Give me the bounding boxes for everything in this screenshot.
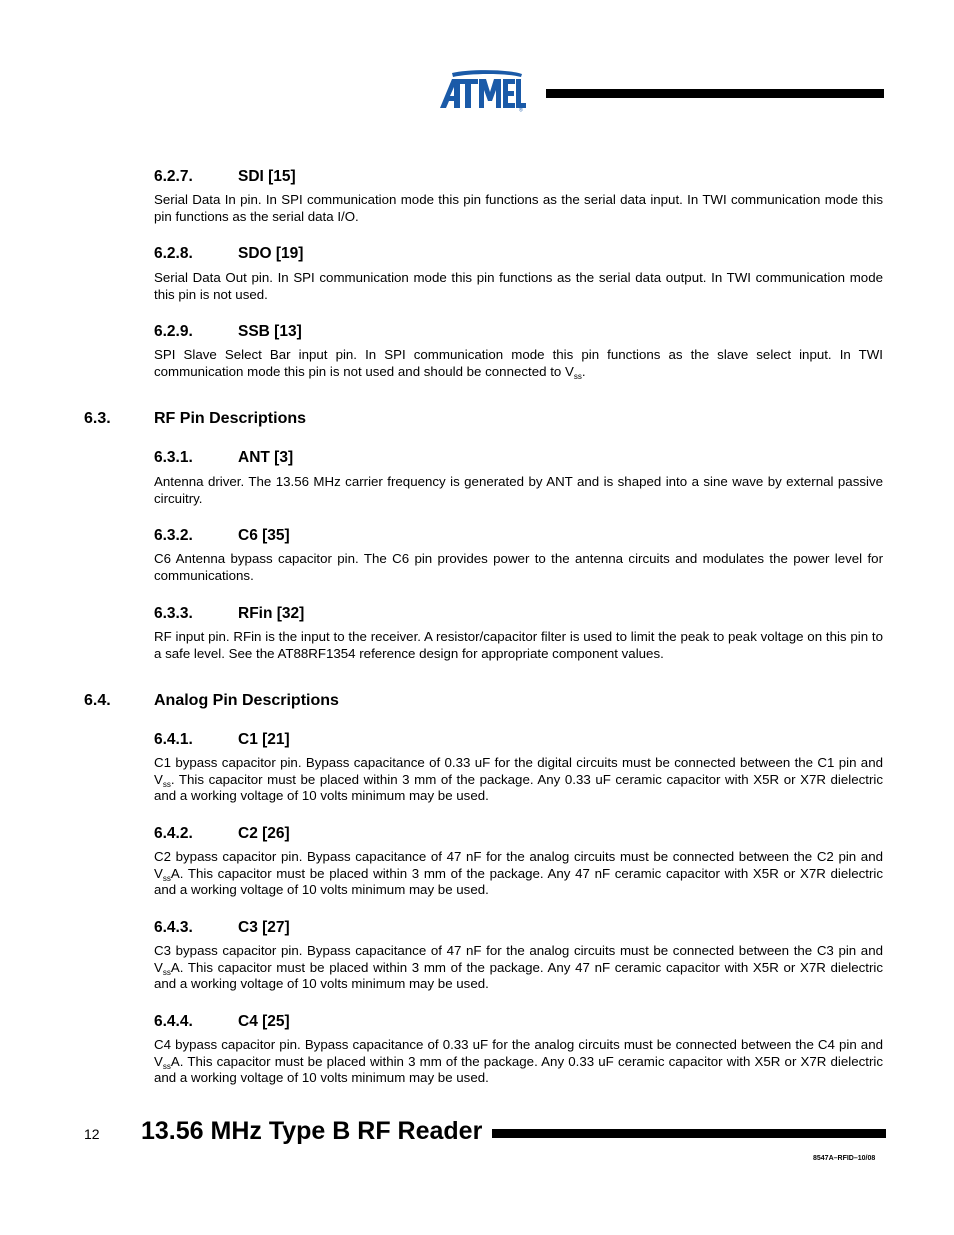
- section-heading-c2: [154, 824, 290, 844]
- section-title: SDI [15]: [238, 168, 296, 185]
- section-heading-ssb: [154, 322, 302, 342]
- section-text-c2: [154, 849, 883, 899]
- section-number: 6.3.3.: [154, 605, 193, 622]
- subscript: ss: [162, 1061, 171, 1071]
- section-number: 6.4.2.: [154, 825, 193, 842]
- section-number: 6.3.1.: [154, 449, 193, 466]
- text-run: SPI Slave Select Bar input pin. In SPI communication mode this pin functions as the slave select input. In TWI communication mode this pin is not used and should be connected to V: [154, 347, 883, 379]
- section-text-sdo: Serial Data Out pin. In SPI communication mode this pin functions as the serial data output. In TWI communication mode this pin is not used.: [154, 270, 883, 302]
- section-heading-ant: [154, 448, 293, 468]
- section-heading-rf-pins: [84, 409, 306, 429]
- section-heading-c4: [154, 1012, 290, 1032]
- subscript: ss: [162, 873, 171, 883]
- section-number: 6.3.: [84, 410, 111, 427]
- section-heading-c3: [154, 918, 290, 938]
- section-text-c6: C6 Antenna bypass capacitor pin. The C6 pin provides power to the antenna circuits and modulates the power level for communications.: [154, 551, 883, 583]
- text-run: A. This capacitor must be placed within 3 mm of the package. Any 47 nF ceramic capacitor with X5R or X7R dielectric and a working voltage of 10 volts minimum may be used.: [154, 959, 883, 992]
- header-rule: [546, 89, 884, 98]
- section-number: 6.3.2.: [154, 527, 193, 544]
- section-text-ant: Antenna driver. The 13.56 MHz carrier frequency is generated by ANT and is shaped into a sine wave by external passive circuitry.: [154, 474, 883, 506]
- footer-rule: [492, 1129, 886, 1138]
- section-heading-c6: [154, 526, 290, 546]
- text-run: A. This capacitor must be placed within 3 mm of the package. Any 47 nF ceramic capacitor with X5R or X7R dielectric and a working voltage of 10 volts minimum may be used.: [154, 865, 883, 898]
- section-text-c4: [154, 1037, 883, 1087]
- section-heading-rfin: [154, 604, 304, 624]
- document-title: 13.56 MHz Type B RF Reader: [141, 1117, 483, 1145]
- document-code: 8547A–RFID–10/08: [813, 1155, 876, 1162]
- subscript: ss: [162, 779, 171, 789]
- section-title: C6 [35]: [238, 527, 290, 544]
- section-number: 6.2.8.: [154, 245, 193, 262]
- section-number: 6.2.7.: [154, 168, 193, 185]
- section-title: C3 [27]: [238, 919, 290, 936]
- text-run: . This capacitor must be placed within 3 mm of the package. Any 0.33 uF ceramic capacitor with X5R or X7R dielectric and a working voltage of 10 volts minimum may be used.: [154, 771, 883, 804]
- section-title: SDO [19]: [238, 245, 304, 262]
- section-title: RF Pin Descriptions: [154, 410, 307, 427]
- section-text-sdi: Serial Data In pin. In SPI communication mode this pin functions as the serial data input. In TWI communication mode this pin functions as the serial data I/O.: [154, 192, 883, 224]
- subscript: ss: [162, 967, 171, 977]
- section-heading-sdo: [154, 244, 303, 264]
- section-number: 6.4.1.: [154, 731, 193, 748]
- section-text-ssb: [154, 347, 883, 380]
- section-text-rfin: RF input pin. RFin is the input to the receiver. A resistor/capacitor filter is used to limit the peak to peak voltage on this pin to a safe level. See the AT88RF1354 reference design for appropriate component values.: [154, 629, 883, 661]
- section-heading-sdi: [154, 167, 296, 187]
- section-title: C1 [21]: [238, 731, 290, 748]
- text-run: C2 bypass capacitor pin. Bypass capacitance of 47 nF for the analog circuits must be connected between the C2 pin and V: [154, 849, 883, 881]
- section-title: C4 [25]: [238, 1013, 290, 1030]
- text-run: C4 bypass capacitor pin. Bypass capacitance of 0.33 uF for the analog circuits must be connected between the C4 pin and V: [154, 1037, 883, 1069]
- section-title: SSB [13]: [238, 323, 302, 340]
- subscript: ss: [573, 371, 582, 381]
- svg-text:®: ®: [519, 107, 523, 112]
- section-title: RFin [32]: [238, 605, 305, 622]
- section-text-c3: [154, 943, 883, 993]
- section-number: 6.4.3.: [154, 919, 193, 936]
- section-title: ANT [3]: [238, 449, 294, 466]
- page-number: 12: [84, 1126, 100, 1142]
- section-title: Analog Pin Descriptions: [154, 692, 339, 709]
- section-number: 6.2.9.: [154, 323, 193, 340]
- atmel-logo: [438, 70, 528, 112]
- section-heading-c1: [154, 730, 290, 750]
- section-number: 6.4.: [84, 692, 111, 709]
- text-run: A. This capacitor must be placed within 3 mm of the package. Any 0.33 uF ceramic capacitor with X5R or X7R dielectric and a working voltage of 10 volts minimum may be used.: [154, 1053, 883, 1086]
- text-run: C3 bypass capacitor pin. Bypass capacitance of 47 nF for the analog circuits must be connected between the C3 pin and V: [154, 943, 883, 975]
- text-run: .: [581, 363, 586, 379]
- section-heading-analog-pins: [84, 691, 339, 711]
- section-text-c1: [154, 755, 883, 805]
- section-title: C2 [26]: [238, 825, 290, 842]
- text-run: C1 bypass capacitor pin. Bypass capacitance of 0.33 uF for the digital circuits must be connected between the C1 pin and V: [154, 755, 883, 787]
- section-number: 6.4.4.: [154, 1013, 193, 1030]
